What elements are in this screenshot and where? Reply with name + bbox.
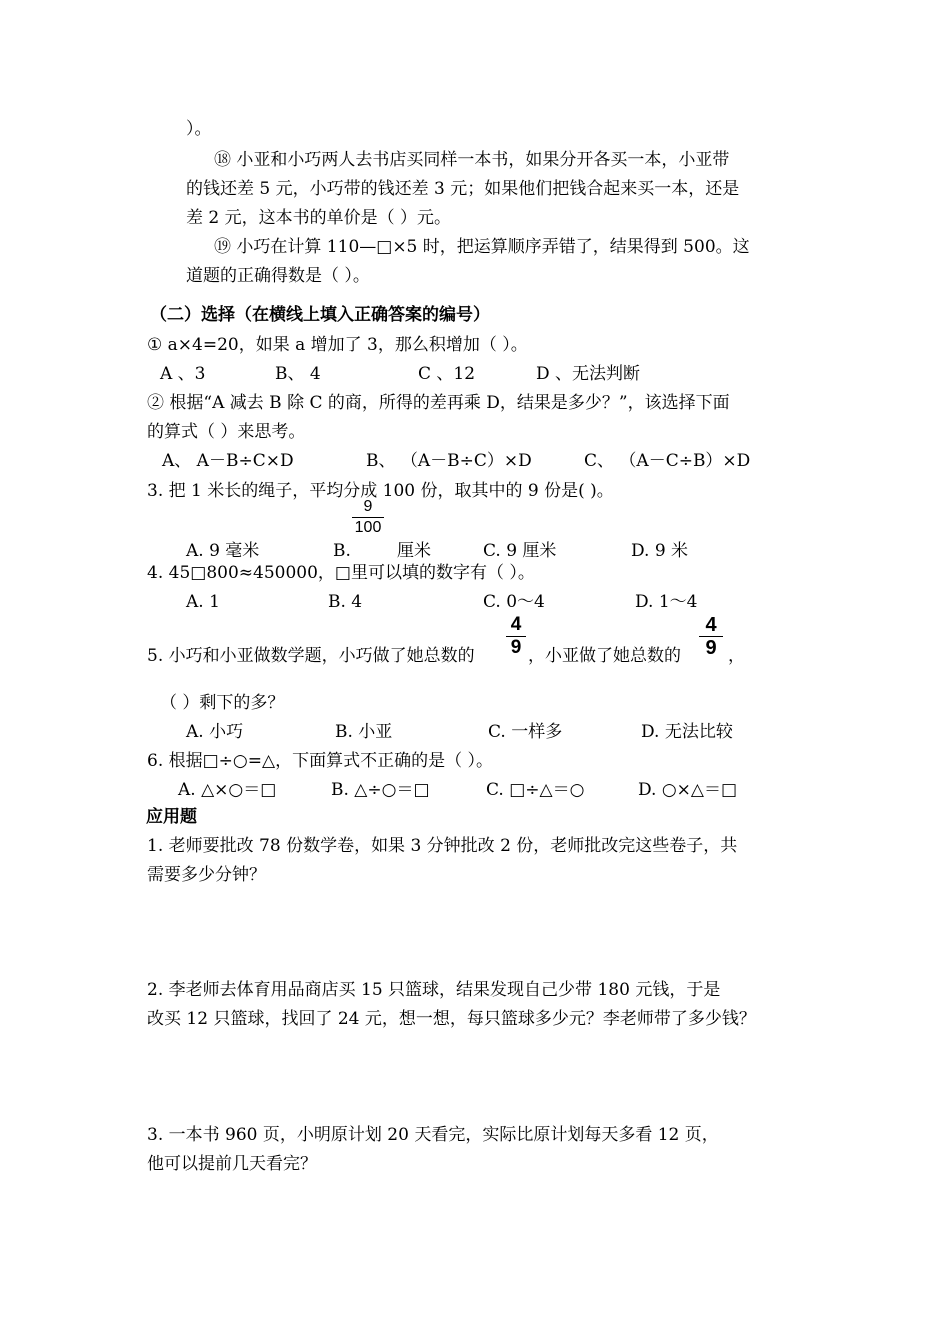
choice-q1-option-b: B、 4 (275, 364, 321, 384)
choice-q2-stem-line-2: 的算式（ ）来思考。 (147, 422, 306, 442)
fraction-numerator: 9 (352, 497, 384, 518)
section-heading-choice: （二）选择（在横线上填入正确答案的编号） (150, 305, 490, 325)
fraction-numerator: 4 (699, 614, 723, 637)
choice-q4-stem: 4. 45□800≈450000，□里可以填的数字有（ ）。 (147, 563, 535, 583)
choice-q4-option-d: D. 1～4 (635, 592, 698, 612)
question-19-line-1: ⑲ 小巧在计算 110—□×5 时，把运算顺序弄错了，结果得到 500。这 (214, 237, 750, 257)
choice-q6-option-d: D. ○×△＝□ (638, 780, 738, 800)
question-18-line-2: 的钱还差 5 元，小巧带的钱还差 3 元；如果他们把钱合起来买一本，还是 (186, 179, 740, 199)
applied-problem-3-line-1: 3. 一本书 960 页，小明原计划 20 天看完，实际比原计划每天多看 12 页， (147, 1125, 719, 1145)
applied-problem-1-line-2: 需要多少分钟？ (147, 865, 266, 885)
choice-q5-option-d: D. 无法比较 (641, 722, 733, 742)
fraction-4-over-9-first (506, 614, 526, 659)
section-heading-applied: 应用题 (146, 807, 197, 827)
choice-q5-stem-line-2: （ ）剩下的多？ (160, 693, 285, 713)
choice-q5-option-a: A. 小巧 (186, 722, 244, 742)
choice-q6-option-a: A. △×○＝□ (178, 780, 277, 800)
fraction-denominator: 100 (354, 519, 382, 536)
applied-problem-3-line-2: 他可以提前几天看完？ (147, 1154, 317, 1174)
fraction-9-over-100 (352, 497, 384, 538)
choice-q3-option-c: C. 9 厘米 (483, 541, 557, 561)
choice-q2-option-b: B、 （A－B÷C）×D (366, 451, 532, 471)
choice-q1-option-a: A 、3 (160, 364, 206, 384)
choice-q3-option-a: A. 9 毫米 (186, 541, 260, 561)
choice-q5-stem-part-2: ，小亚做了她总数的 (528, 646, 681, 666)
choice-q1-option-d: D 、无法判断 (536, 364, 641, 384)
choice-q1-stem: ① a×4=20，如果 a 增加了 3，那么积增加（ ）。 (147, 335, 528, 355)
choice-q6-stem: 6. 根据□÷○=△，下面算式不正确的是（ ）。 (147, 751, 493, 771)
choice-q3-option-b: B. (333, 541, 351, 561)
choice-q5-stem-part-3: ， (728, 646, 745, 666)
applied-problem-2-line-2: 改买 12 只篮球，找回了 24 元，想一想，每只篮球多少元？李老师带了多少钱？ (147, 1009, 756, 1029)
applied-problem-2-line-1: 2. 李老师去体育用品商店买 15 只篮球，结果发现自己少带 180 元钱，于是 (147, 980, 721, 1000)
choice-q4-option-b: B. 4 (328, 592, 363, 612)
question-18-line-1: ⑱ 小亚和小巧两人去书店买同样一本书，如果分开各买一本，小亚带 (214, 150, 730, 170)
choice-q4-option-c: C. 0～4 (483, 592, 545, 612)
choice-q4-option-a: A. 1 (186, 592, 220, 612)
choice-q5-option-c: C. 一样多 (488, 722, 563, 742)
choice-q5-stem-part-1: 5. 小巧和小亚做数学题，小巧做了她总数的 (147, 646, 475, 666)
choice-q2-option-a: A、 A－B÷C×D (162, 451, 294, 471)
choice-q6-option-b: B. △÷○＝□ (331, 780, 430, 800)
question-18-line-3: 差 2 元，这本书的单价是（ ）元。 (186, 208, 452, 228)
choice-q3-option-d: D. 9 米 (631, 541, 689, 561)
fraction-4-over-9-second (699, 614, 723, 659)
fraction-denominator: 9 (510, 637, 522, 658)
fraction-denominator: 9 (705, 637, 717, 659)
question-19-line-2: 道题的正确得数是（ ）。 (186, 266, 370, 286)
choice-q2-stem-line-1: ② 根据“A 减去 B 除 C 的商，所得的差再乘 D，结果是多少？”，该选择下面 (147, 393, 730, 413)
choice-q2-option-c: C、 （A－C÷B）×D (584, 451, 751, 471)
choice-q1-option-c: C 、12 (418, 364, 476, 384)
choice-q3-option-b-unit: 厘米 (397, 541, 431, 561)
choice-q3-stem: 3. 把 1 米长的绳子，平均分成 100 份，取其中的 9 份是( )。 (147, 481, 614, 501)
choice-q6-option-c: C. □÷△＝○ (486, 780, 585, 800)
text-line: ）。 (186, 119, 212, 139)
fraction-numerator: 4 (506, 614, 526, 637)
choice-q5-option-b: B. 小亚 (335, 722, 393, 742)
applied-problem-1-line-1: 1. 老师要批改 78 份数学卷，如果 3 分钟批改 2 份，老师批改完这些卷子，共 (147, 836, 738, 856)
